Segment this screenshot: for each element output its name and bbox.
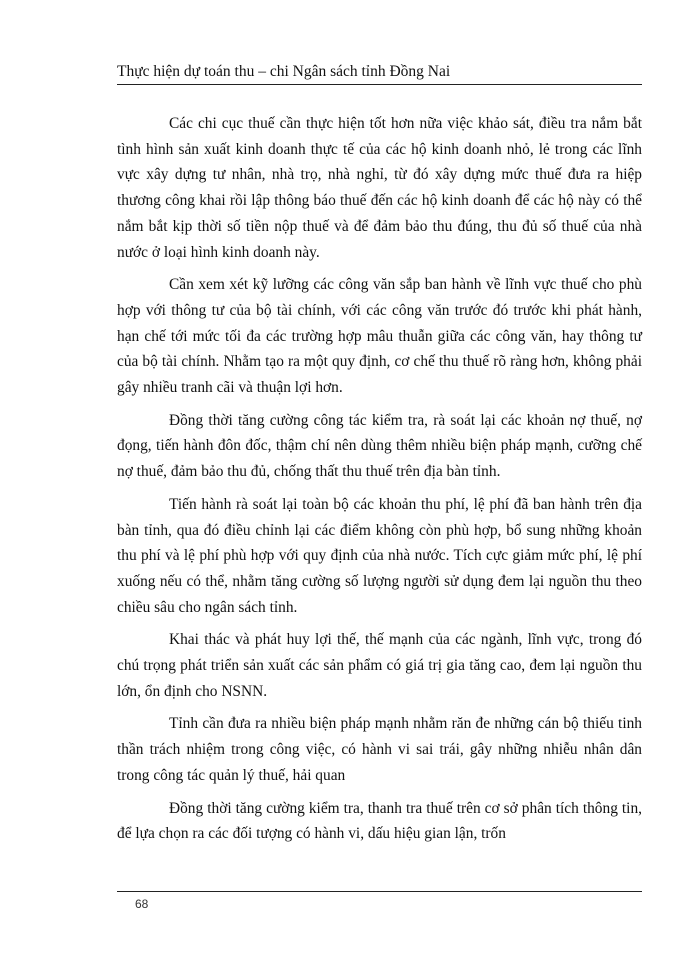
page-number: 68 [135,897,149,911]
running-header: Thực hiện dự toán thu – chi Ngân sách tỉnh Đồng Nai [117,63,451,80]
paragraph-sector-advantages: Khai thác và phát huy lợi thế, thế mạnh của các ngành, lĩnh vực, trong đó chú trọng phát triển sản xuất các sản phẩm có giá trị gia tăng cao, đem lại nguồn thu lớn, ổn định cho NSNN. [117,631,642,700]
body-text [117,111,642,854]
paragraph-tax-survey: Các chi cục thuế cần thực hiện tốt hơn nữa việc khảo sát, điều tra nắm bắt tình hình sản xuất kinh doanh thực tế của các hộ kinh doanh nhỏ, lẻ trong các lĩnh vực xây dựng tư nhân, nhà trọ, nhà nghỉ, từ đó xây dựng mức thuế đưa ra hiệp thương công khai rồi lập thông báo thuế đến các hộ kinh doanh để các hộ này có thể nắm bắt kịp thời số tiền nộp thuế và để đảm bảo thu đúng, thu đủ số thuế của nhà nước ở loại hình kinh doanh này. [117,115,642,261]
paragraph-strong-measures: Tỉnh cần đưa ra nhiều biện pháp mạnh nhằm răn đe những cán bộ thiếu tinh thần trách nhiệm trong công việc, có hành vi sai trái, gây những nhiễu nhân dân trong công tác quản lý thuế, hải quan [117,715,642,784]
header-divider [117,84,642,85]
paragraph-fee-review: Tiến hành rà soát lại toàn bộ các khoản thu phí, lệ phí đã ban hành trên địa bàn tỉnh, qua đó điều chỉnh lại các điểm không còn phù hợp, bổ sung những khoản thu phí và lệ phí phù hợp với quy định của nhà nước. Tích cực giảm mức phí, lệ phí xuống nếu có thể, nhằm tăng cường số lượng người sử dụng đem lại nguồn thu theo chiều sâu cho ngân sách tỉnh. [117,495,642,616]
paragraph-tax-audit: Đồng thời tăng cường kiểm tra, thanh tra thuế trên cơ sở phân tích thông tin, để lựa chọn ra các đối tượng có hành vi, dấu hiệu gian lận, trốn [117,799,642,843]
paragraph-debt-inspection: Đồng thời tăng cường công tác kiểm tra, rà soát lại các khoản nợ thuế, nợ đọng, tiến hành đôn đốc, thậm chí nên dùng thêm nhiều biện pháp mạnh, cưỡng chế nợ thuế, đảm bảo thu đủ, chống thất thu thuế trên địa bàn tỉnh. [117,411,642,481]
footer-divider [117,891,642,892]
paragraph-official-letters: Cần xem xét kỹ lưỡng các công văn sắp ban hành về lĩnh vực thuế cho phù hợp với thông tư của bộ tài chính, với các công văn trước đó trước khi phát hành, hạn chế tới mức tối đa các trường hợp mâu thuẫn giữa các công văn, hay thông tư của bộ tài chính. Nhằm tạo ra một quy định, cơ chế thu thuế rõ ràng hơn, không phải gây nhiều tranh cãi và thuận lợi hơn. [117,276,642,397]
